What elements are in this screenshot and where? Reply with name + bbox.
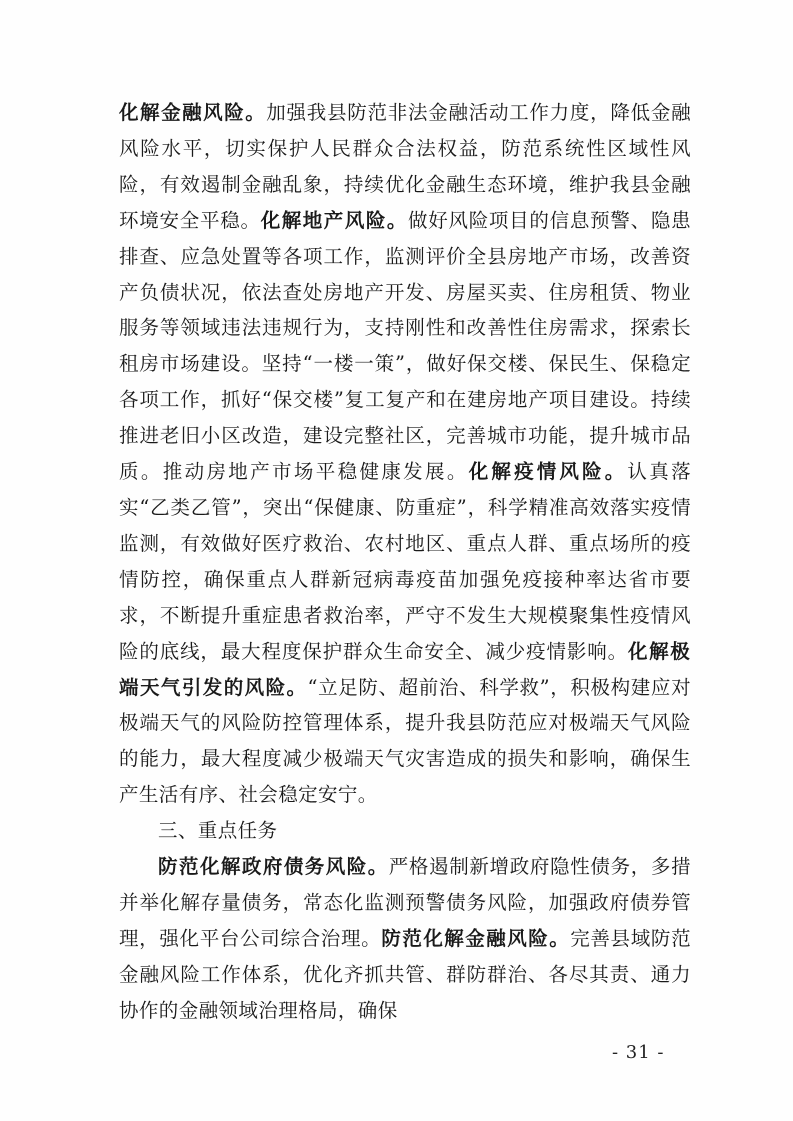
text-epidemic-risk: 认真落实“乙类乙管”，突出“保健康、防重症”，科学精准高效落实疫情监测，有效做好医疗救治、农村地区、重点人群、重点场所的疫情防控，确保重点人群新冠病毒疫苗加强免疫接种率达省市要求，不断提升重症患者救治率，严守不发生大规模聚集性疫情风险的底线，最大程度保护群众生命安全、减少疫情影响。	[119, 460, 691, 663]
subheading-financial-risk: 化解金融风险。	[119, 101, 267, 124]
paragraph-key-tasks	[119, 849, 691, 1029]
subheading-government-debt-risk: 防范化解政府债务风险。	[158, 855, 389, 879]
text-financial-risk: 加强我县防范非法金融活动工作力度，降低金融风险水平，切实保护人民群众合法权益，防范系统性区域性风险，有效遏制金融乱象，持续优化金融生态环境，维护我县金融环境安全平稳。	[119, 101, 692, 232]
page-number: - 31 -	[612, 1042, 665, 1063]
paragraph-risk-mitigation	[119, 95, 691, 813]
body-text	[119, 95, 691, 1029]
subheading-extreme-weather-risk: 化解极端天气引发的风险。	[119, 639, 691, 699]
text-extreme-weather-risk: “立足防、超前治、科学救”，积极构建应对极端天气的风险防控管理体系，提升我县防范应对极端天气风险的能力，最大程度减少极端天气灾害造成的损失和影响，确保生产生活有序、社会稳定安宁。	[119, 675, 691, 807]
text-prevent-financial-risk: 完善县域防范金融风险工作体系，优化齐抓共管、群防群治、各尽其责、通力协作的金融领域治理格局，确保	[119, 926, 691, 1022]
subheading-real-estate-risk: 化解地产风险。	[260, 208, 408, 232]
subheading-epidemic-risk: 化解疫情风险。	[468, 460, 628, 484]
text-real-estate-risk: 做好风险项目的信息预警、隐患排查、应急处置等各项工作，监测评价全县房地产市场，改善资产负债状况，依法查处房地产开发、房屋买卖、住房租赁、物业服务等领域违法违规行为，支持刚性和改善性住房需求，探索长租房市场建设。坚持“一楼一策”，做好保交楼、保民生、保稳定各项工作，抓好“保交楼”复工复产和在建房地产项目建设。持续推进老旧小区改造，建设完整社区，完善城市功能，提升城市品质。推动房地产市场平稳健康发展。	[119, 208, 691, 484]
section-heading: 三、重点任务	[158, 819, 278, 843]
text-government-debt-risk: 严格遏制新增政府隐性债务，多措并举化解存量债务，常态化监测预警债务风险，加强政府债券管理，强化平台公司综合治理。	[119, 855, 691, 950]
subheading-prevent-financial-risk: 防范化解金融风险。	[381, 926, 571, 950]
